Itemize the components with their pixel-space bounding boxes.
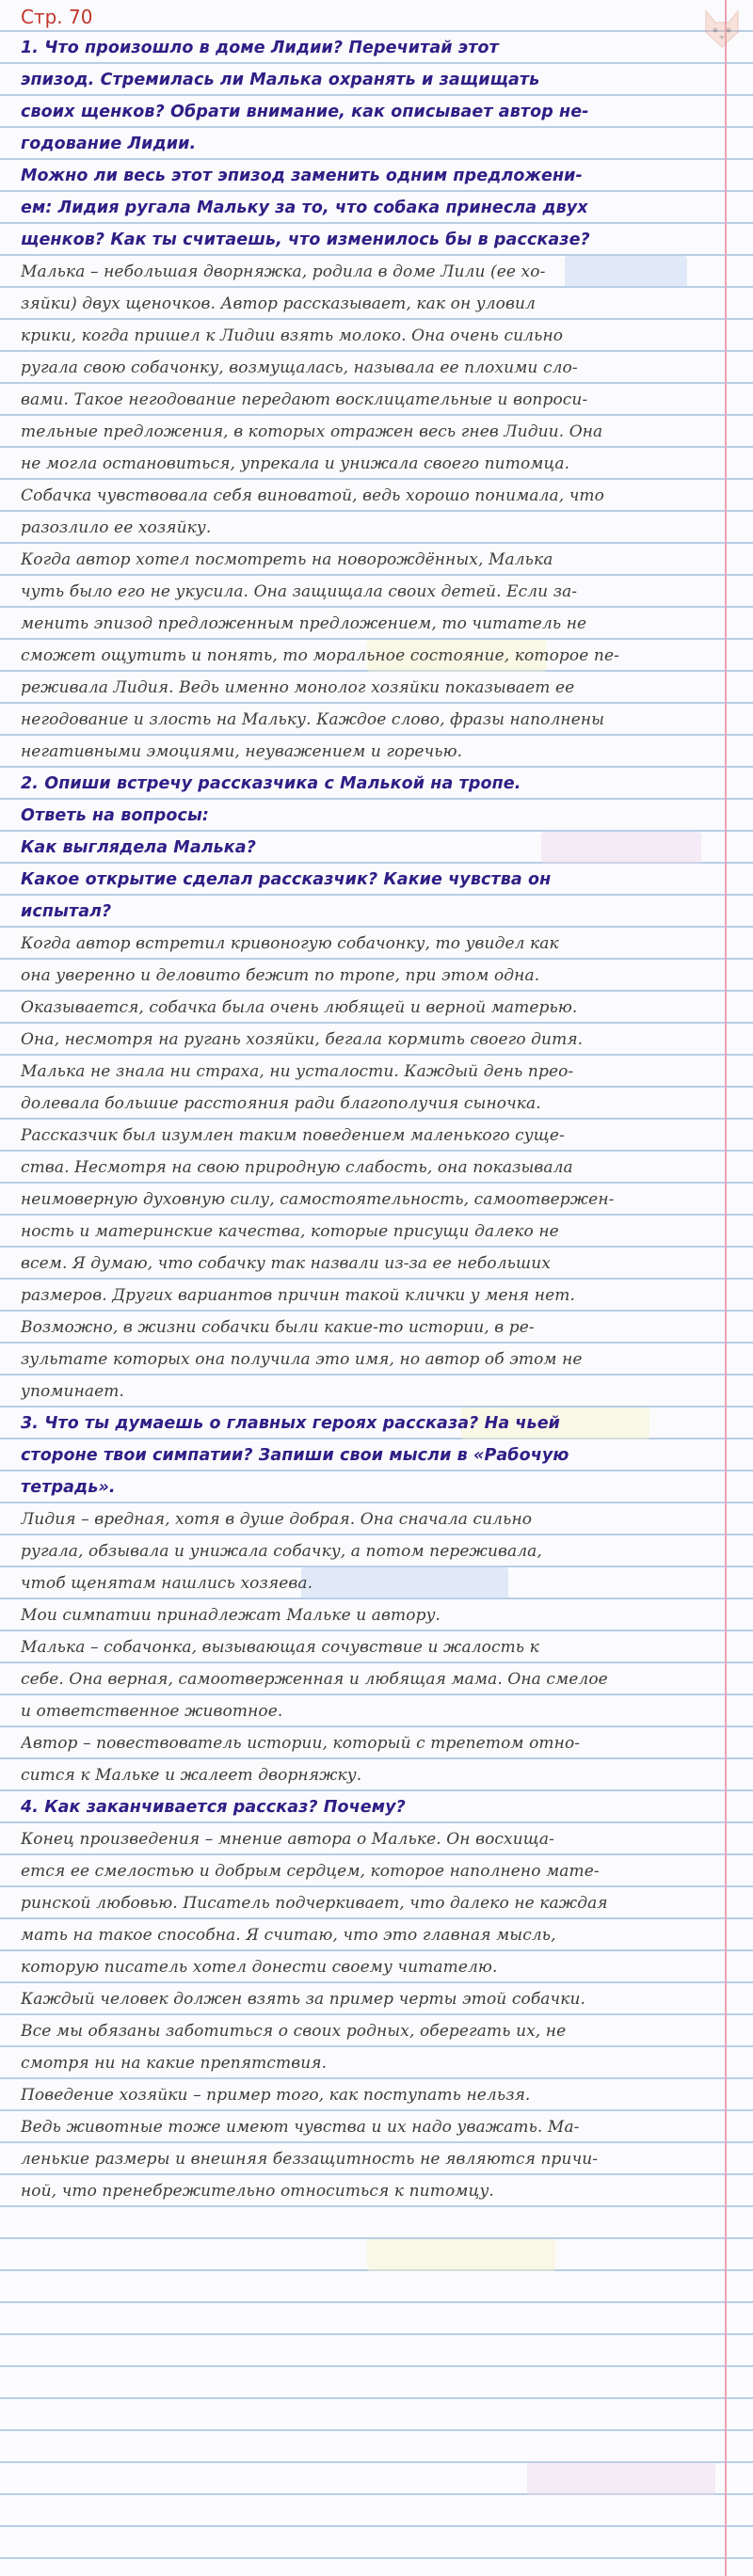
answer-line: Она, несмотря на ругань хозяйки, бегала кормить своего дитя.	[21, 1030, 584, 1049]
answer-line: ной, что пренебрежительно относиться к питомцу.	[21, 2182, 494, 2201]
question-line: годование Лидии.	[21, 135, 197, 153]
answer-line: размеров. Других вариантов причин такой клички у меня нет.	[21, 1286, 575, 1305]
answer-line: ругала свою собачонку, возмущалась, называла ее плохими сло-	[21, 358, 578, 377]
answer-line: неимоверную духовную силу, самостоятельность, самоотвержен-	[21, 1190, 615, 1209]
answer-line: негодование и злость на Мальку. Каждое слово, фразы наполнены	[21, 710, 605, 729]
question-line: стороне твои симпатии? Запиши свои мысли в «Рабочую	[21, 1446, 569, 1465]
question-line: эпизод. Стремилась ли Малька охранять и защищать	[21, 71, 540, 89]
answer-line: крики, когда пришел к Лидии взять молоко. Она очень сильно	[21, 326, 564, 345]
answer-line: тельные предложения, в которых отражен весь гнев Лидии. Она	[21, 422, 603, 441]
answer-line: Малька не знала ни страха, ни усталости. Каждый день прео-	[21, 1062, 574, 1081]
answer-line: мать на такое способна. Я считаю, что это главная мысль,	[21, 1926, 556, 1945]
answer-line: вами. Такое негодование передают восклицательные и вопроси-	[21, 390, 588, 409]
answer-line: Ведь животные тоже имеют чувства и их надо уважать. Ма-	[21, 2118, 580, 2137]
answer-line: себе. Она верная, самоотверженная и любящая мама. Она смелое	[21, 1670, 608, 1689]
answer-line: Малька – собачонка, вызывающая сочувствие и жалость к	[21, 1638, 539, 1657]
answer-line: ется ее смелостью и добрым сердцем, которое наполнено мате-	[21, 1862, 600, 1881]
page-number-label: Стр. 70	[21, 6, 93, 28]
answer-line: ность и материнские качества, которые присущи далеко не	[21, 1222, 559, 1241]
answer-line: ругала, обзывала и унижала собачку, а потом переживала,	[21, 1542, 542, 1561]
question-line: Ответь на вопросы:	[21, 806, 209, 825]
answer-line: сится к Мальке и жалеет дворняжку.	[21, 1766, 362, 1785]
answer-line: Поведение хозяйки – пример того, как поступать нельзя.	[21, 2086, 531, 2105]
question-line: ем: Лидия ругала Мальку за то, что собака принесла двух	[21, 199, 588, 217]
watermark-patch	[367, 2239, 555, 2271]
question-line: Можно ли весь этот эпизод заменить одним предложени-	[21, 167, 583, 185]
answer-line: ства. Несмотря на свою природную слабость, она показывала	[21, 1158, 573, 1177]
answer-line: Каждый человек должен взять за пример черты этой собачки.	[21, 1990, 586, 2009]
answer-line: Автор – повествователь истории, который с трепетом отно-	[21, 1734, 581, 1753]
question-line: своих щенков? Обрати внимание, как описывает автор не-	[21, 103, 589, 121]
answer-line: Конец произведения – мнение автора о Мальке. Он восхища-	[21, 1830, 554, 1849]
answer-line: Оказывается, собачка была очень любящей и верной матерью.	[21, 998, 578, 1017]
question-line: 3. Что ты думаешь о главных героях рассказа? На чьей	[21, 1414, 561, 1433]
answer-line: не могла остановиться, упрекала и унижала своего питомца.	[21, 454, 570, 473]
answer-line: негативными эмоциями, неуважением и горечью.	[21, 742, 463, 761]
answer-line: ленькие размеры и внешняя беззащитность не являются причи-	[21, 2150, 599, 2169]
answer-line: зяйки) двух щеночков. Автор рассказывает, как он уловил	[21, 294, 536, 313]
answer-line: и ответственное животное.	[21, 1702, 283, 1721]
answer-line: смотря ни на какие препятствия.	[21, 2054, 328, 2073]
question-line: щенков? Как ты считаешь, что изменилось бы в рассказе?	[21, 231, 590, 249]
answer-line: менить эпизод предложенным предложением, то читатель не	[21, 614, 587, 633]
answer-line: реживала Лидия. Ведь именно монолог хозяйки показывает ее	[21, 678, 575, 697]
answer-line: Лидия – вредная, хотя в душе добрая. Она сначала сильно	[21, 1510, 533, 1529]
answer-line: Когда автор хотел посмотреть на новорождённых, Малька	[21, 550, 553, 569]
answer-line: зультате которых она получила это имя, но автор об этом не	[21, 1350, 583, 1369]
question-line: 4. Как заканчивается рассказ? Почему?	[21, 1798, 406, 1817]
answer-line: всем. Я думаю, что собачку так назвали из-за ее небольших	[21, 1254, 551, 1273]
answer-line: долевала большие расстояния ради благополучия сыночка.	[21, 1094, 541, 1113]
answer-line: которую писатель хотел донести своему читателю.	[21, 1958, 498, 1977]
answer-line: Когда автор встретил кривоногую собачонку, то увидел как	[21, 934, 559, 953]
answer-line: Все мы обязаны заботиться о своих родных, оберегать их, не	[21, 2022, 567, 2041]
answer-line: ринской любовью. Писатель подчеркивает, что далеко не каждая	[21, 1894, 608, 1913]
question-line: 1. Что произошло в доме Лидии? Перечитай этот	[21, 39, 499, 57]
question-line: Как выглядела Малька?	[21, 838, 256, 857]
question-line: тетрадь».	[21, 1478, 116, 1497]
watermark-patch	[527, 2463, 715, 2495]
answer-line: упоминает.	[21, 1382, 125, 1401]
answer-line: чуть было его не укусила. Она защищала своих детей. Если за-	[21, 582, 578, 601]
question-line: Какое открытие сделал рассказчик? Какие чувства он	[21, 870, 552, 889]
answer-line: сможет ощутить и понять, то моральное состояние, которое пе-	[21, 646, 619, 665]
answer-line: Мои симпатии принадлежат Мальке и автору.	[21, 1606, 441, 1625]
answer-line: Возможно, в жизни собачки были какие-то истории, в ре-	[21, 1318, 535, 1337]
answer-line: она уверенно и деловито бежит по тропе, при этом одна.	[21, 966, 540, 985]
answer-line: Рассказчик был изумлен таким поведением маленького суще-	[21, 1126, 565, 1145]
question-line: испытал?	[21, 902, 112, 921]
handwritten-text	[21, 32, 717, 2207]
answer-line: разозлило ее хозяйку.	[21, 518, 212, 537]
answer-line: Собачка чувствовала себя виноватой, ведь хорошо понимала, что	[21, 486, 604, 505]
answer-line: Малька – небольшая дворняжка, родила в доме Лили (ее хо-	[21, 262, 546, 281]
answer-line: чтоб щенятам нашлись хозяева.	[21, 1574, 313, 1593]
question-line: 2. Опиши встречу рассказчика с Малькой на тропе.	[21, 774, 521, 793]
